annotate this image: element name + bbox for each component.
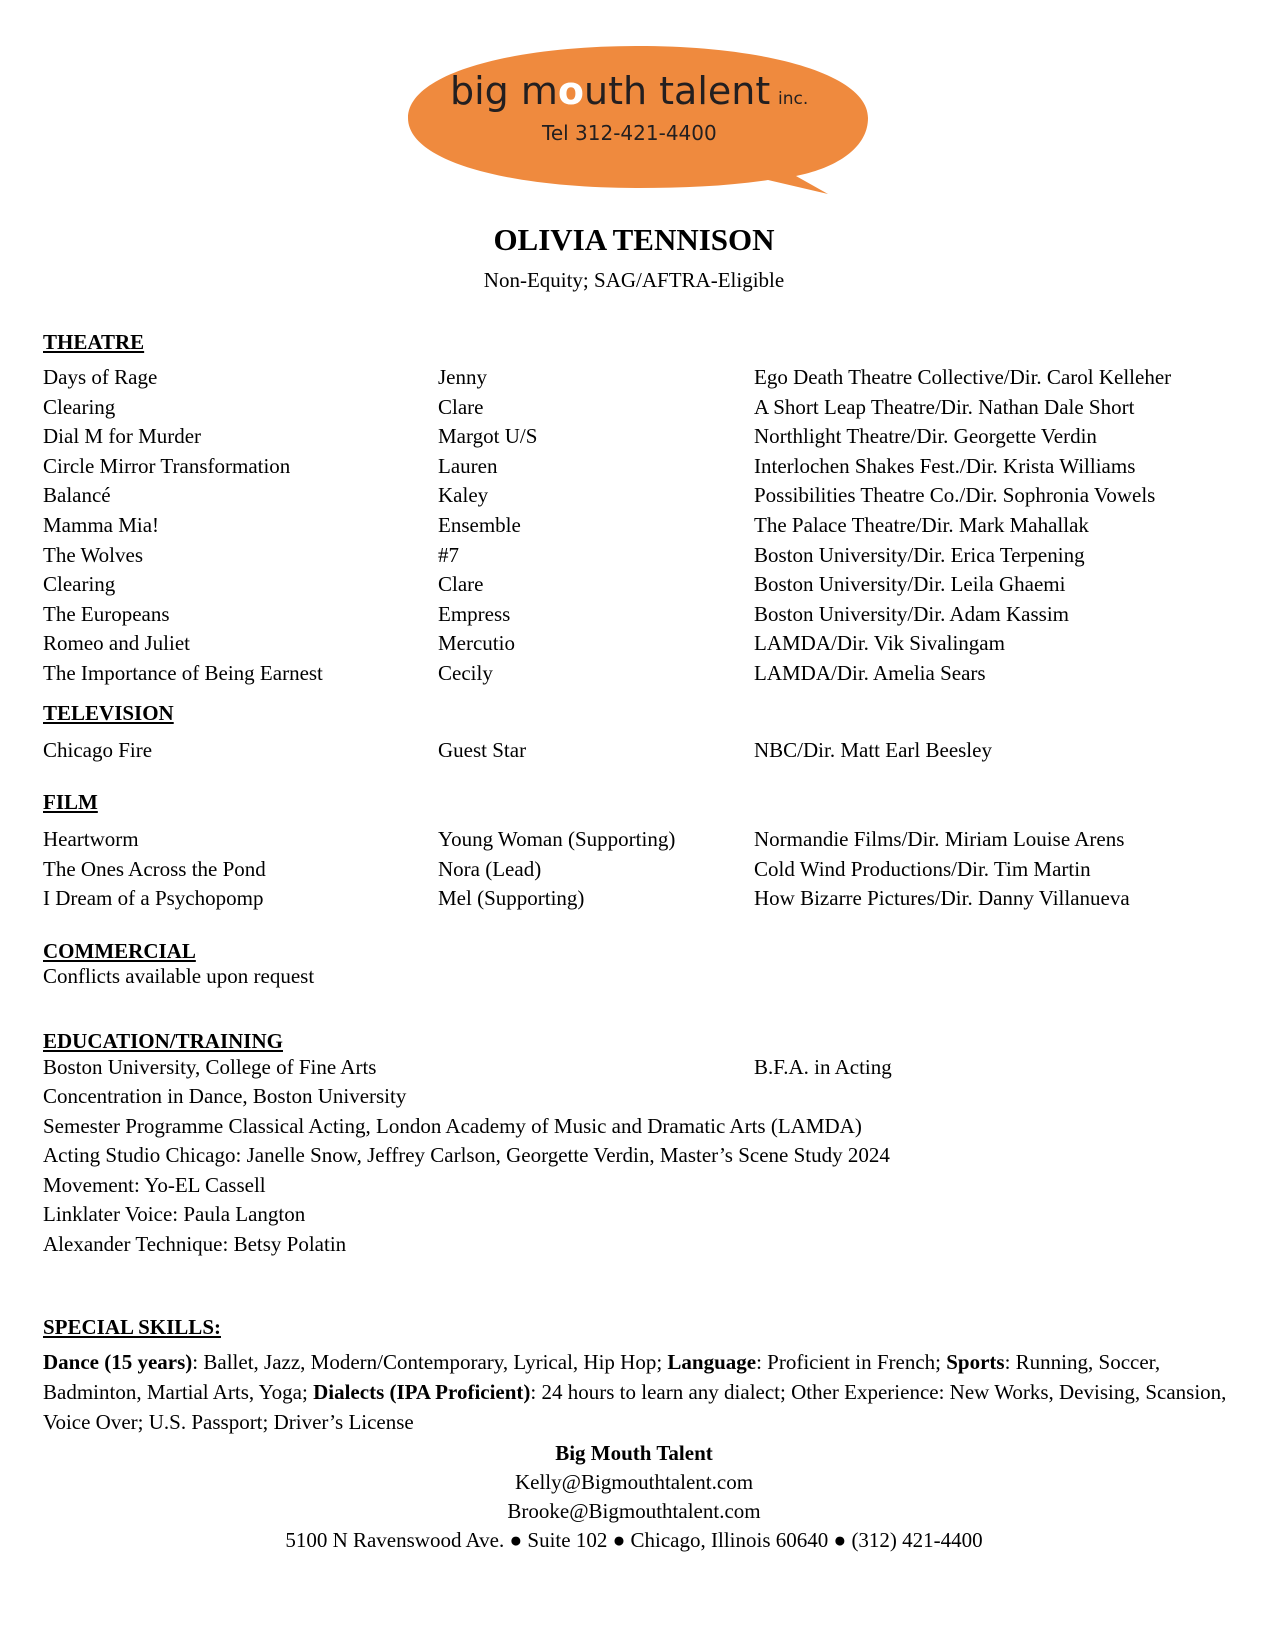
credit-role: #7 [438,542,459,567]
credit-title: Circle Mirror Transformation [43,453,291,478]
theatre-credit-row [0,510,1268,540]
skills-language-text: : Proficient in French; [756,1350,947,1374]
credit-role: Jenny [438,365,487,389]
theatre-heading: THEATRE [43,330,145,354]
credit-company: A Short Leap Theatre/Dir. Nathan Dale Short [754,394,1135,419]
credit-title: The Europeans [43,601,170,626]
education-heading: EDUCATION/TRAINING [43,1029,283,1053]
credit-title: The Ones Across the Pond [43,856,266,881]
education-line: Concentration in Dance, Boston University [43,1084,407,1108]
skills-dance-text: : Ballet, Jazz, Modern/Contemporary, Lyrical, Hip Hop; [192,1350,668,1374]
skills-language-label: Language [667,1350,757,1374]
credit-title: I Dream of a Psychopomp [43,886,264,911]
credit-company: Ego Death Theatre Collective/Dir. Carol Kelleher [754,365,1172,389]
credit-title: Clearing [43,572,116,597]
credit-company: How Bizarre Pictures/Dir. Danny Villanueva [754,886,1130,911]
credit-title: Chicago Fire [43,738,153,762]
theatre-credit-row [0,392,1268,422]
credit-company: LAMDA/Dir. Vik Sivalingam [754,631,1005,656]
credit-company: Boston University/Dir. Leila Ghaemi [754,572,1066,597]
credit-role: Nora (Lead) [438,856,542,881]
credit-company: Northlight Theatre/Dir. Georgette Verdin [754,424,1097,449]
credit-company: Interlochen Shakes Fest./Dir. Krista Williams [754,453,1136,478]
film-credit-row [0,824,1268,854]
theatre-credit-row [0,569,1268,599]
credit-title: The Wolves [43,542,143,567]
credit-role: Cecily [438,661,493,685]
film-heading: FILM [43,790,98,814]
film-credit-row [0,883,1268,913]
credit-role: Ensemble [438,513,521,537]
credit-role: Mel (Supporting) [438,886,585,911]
footer-email-brooke[interactable]: Brooke@Bigmouthtalent.com [507,1499,761,1523]
education-degree-row [0,1052,1268,1082]
television-credit-row [0,735,1268,765]
credit-company: Boston University/Dir. Erica Terpening [754,542,1085,567]
skills-paragraph [43,1348,1233,1437]
theatre-credit-row [0,540,1268,570]
credit-role: Kaley [438,483,489,508]
logo-wordmark: big mouth talent [450,69,771,113]
credit-title: The Importance of Being Earnest [43,661,323,685]
credit-company: Possibilities Theatre Co./Dir. Sophronia Vowels [754,483,1156,508]
credit-title: Clearing [43,394,116,419]
footer-email-kelly[interactable]: Kelly@Bigmouthtalent.com [514,1470,754,1494]
commercial-heading: COMMERCIAL [43,939,196,963]
commercial-note: Conflicts available upon request [43,964,315,988]
credit-title: Heartworm [43,827,139,851]
education-school: Boston University, College of Fine Arts [43,1055,377,1079]
theatre-credit-row [0,480,1268,510]
footer-address: 5100 N Ravenswood Ave. ● Suite 102 ● Chicago, Illinois 60640 ● (312) 421-4400 [285,1528,983,1552]
theatre-credit-row [0,362,1268,392]
credit-role: Empress [438,601,511,626]
credit-title: Romeo and Juliet [43,631,190,656]
education-line: Acting Studio Chicago: Janelle Snow, Jeffrey Carlson, Georgette Verdin, Master’s Scene Study 2024 [43,1143,890,1168]
credit-role: Mercutio [438,631,515,656]
education-line: Semester Programme Classical Acting, London Academy of Music and Dramatic Arts (LAMDA) [43,1113,862,1138]
credit-company: Normandie Films/Dir. Miriam Louise Arens [754,827,1125,851]
education-line: Linklater Voice: Paula Langton [43,1202,306,1227]
credit-title: Days of Rage [43,365,158,389]
credit-role: Margot U/S [438,424,538,449]
theatre-credit-row [0,421,1268,451]
education-line: Movement: Yo-EL Cassell [43,1172,266,1197]
theatre-credit-row [0,658,1268,688]
credit-company: The Palace Theatre/Dir. Mark Mahallak [754,513,1089,537]
credit-company: NBC/Dir. Matt Earl Beesley [754,738,992,762]
credit-title: Balancé [43,483,111,508]
television-heading: TELEVISION [43,701,174,725]
skills-sports-label: Sports [946,1350,1005,1374]
agency-logo [406,44,870,196]
film-credit-row [0,854,1268,884]
education-degree: B.F.A. in Acting [754,1055,892,1079]
credit-title: Dial M for Murder [43,424,202,449]
credit-role: Lauren [438,453,498,478]
theatre-credit-row [0,628,1268,658]
skills-dance-label: Dance (15 years) [43,1350,193,1374]
skills-dialects-label: Dialects (IPA Proficient) [313,1379,531,1404]
credit-role: Clare [438,394,484,419]
footer-agency: Big Mouth Talent [555,1441,713,1465]
credit-role: Clare [438,572,484,597]
credit-company: Cold Wind Productions/Dir. Tim Martin [754,856,1091,881]
union-status: Non-Equity; SAG/AFTRA-Eligible [483,268,785,292]
credit-role: Guest Star [438,738,527,762]
skills-dialects-text: : 24 hours to learn any dialect; Other Experience: New Works, Devising, Scansion, Voice Over; U.S. Passport; Driver’s License [43,1379,1227,1434]
logo-suffix: inc. [778,89,809,109]
credit-company: LAMDA/Dir. Amelia Sears [754,661,986,685]
education-line: Alexander Technique: Betsy Polatin [43,1232,347,1256]
theatre-credit-row [0,599,1268,629]
logo-phone: Tel 312-421-4400 [542,121,717,145]
skills-heading: SPECIAL SKILLS: [43,1315,221,1339]
credit-role: Young Woman (Supporting) [438,827,676,851]
theatre-credit-row [0,451,1268,481]
skills-sports-text: : Running, Soccer, Badminton, Martial Arts, Yoga; [43,1350,1161,1404]
credit-company: Boston University/Dir. Adam Kassim [754,601,1069,626]
credit-title: Mamma Mia! [43,513,160,537]
actor-name: OLIVIA TENNISON [493,222,775,257]
